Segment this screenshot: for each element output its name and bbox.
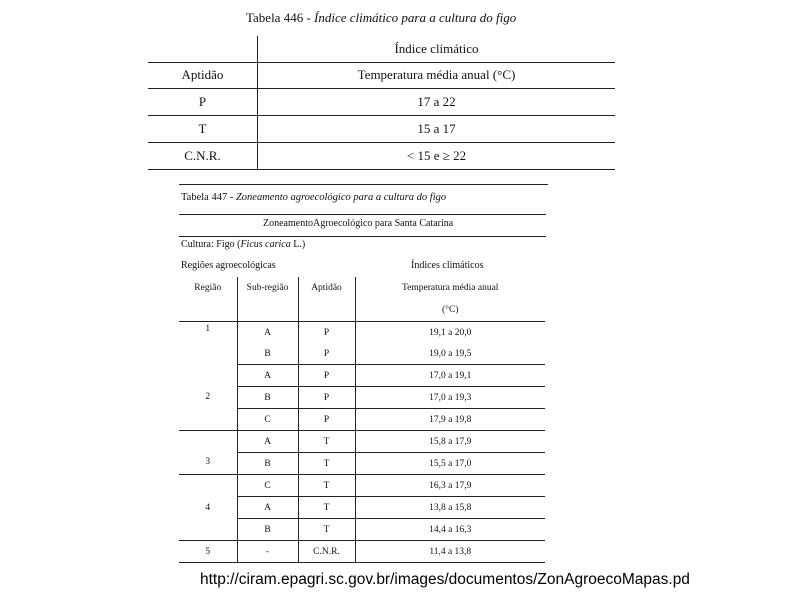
table-447-title <box>181 192 446 203</box>
cell-temp: 17,0 a 19,1 <box>355 365 545 387</box>
table-447-subtitle: ZoneamentoAgroecológico para Santa Catarina <box>263 218 454 229</box>
table-447 <box>179 277 545 563</box>
cell-subregiao: - <box>237 541 298 563</box>
table-row <box>179 431 545 453</box>
empty-cell <box>298 299 355 322</box>
cell-aptidao: C.N.R. <box>148 143 258 170</box>
cell-aptidao: T <box>298 431 355 453</box>
empty-cell <box>179 299 237 322</box>
cultura-species: Ficus carica <box>240 239 291 250</box>
table-row <box>148 89 615 116</box>
empty-cell <box>237 299 298 322</box>
divider <box>179 184 548 185</box>
cell-temp: 13,8 a 15,8 <box>355 497 545 519</box>
divider <box>179 236 546 237</box>
cell-aptidao: P <box>298 365 355 387</box>
cell-aptidao: P <box>148 89 258 116</box>
col-header-temperatura: Temperatura média anual (°C) <box>258 62 616 89</box>
cell-subregiao: B <box>237 519 298 541</box>
table-447-title-prefix: Tabela 447 - <box>181 192 236 203</box>
cell-aptidao: P <box>298 322 355 344</box>
col-header-aptidao: Aptidão <box>148 62 258 89</box>
cell-aptidao: P <box>298 343 355 365</box>
cell-temp: 17,9 a 19,8 <box>355 409 545 431</box>
cell-aptidao: P <box>298 409 355 431</box>
cultura-label <box>181 239 305 250</box>
cell-regiao: 4 <box>179 475 237 541</box>
table-447-title-italic: Zoneamento agroecológico para a cultura do figo <box>235 192 447 203</box>
table-row <box>179 365 545 387</box>
cell-regiao: 5 <box>179 541 237 563</box>
col-header-temperatura: Temperatura média anual <box>402 283 499 293</box>
group-header-indice: Índice climático <box>394 41 479 56</box>
col-header-regiao: Região <box>179 277 237 299</box>
col-header-aptidao: Aptidão <box>298 277 355 299</box>
cell-aptidao: T <box>298 519 355 541</box>
source-url[interactable]: http://ciram.epagri.sc.gov.br/images/documentos/ZonAgroecoMapas.pd <box>200 571 690 588</box>
cell-regiao: 3 <box>179 431 237 475</box>
cultura-prefix: Cultura: Figo ( <box>181 239 241 250</box>
col-header-subregiao: Sub-região <box>237 277 298 299</box>
cell-temp: 15,5 a 17,0 <box>355 453 545 475</box>
table-row <box>179 322 545 344</box>
table-446-title-prefix: Tabela 446 - <box>246 10 315 25</box>
table-row <box>148 116 615 143</box>
table-row <box>179 475 545 497</box>
cell-temp: 17,0 a 19,3 <box>355 387 545 409</box>
cell-subregiao: B <box>237 343 298 365</box>
cell-subregiao: B <box>237 453 298 475</box>
cell-aptidao: T <box>148 116 258 143</box>
cell-aptidao: P <box>298 387 355 409</box>
cell-temp: 19,0 a 19,5 <box>355 343 545 365</box>
cell-subregiao: A <box>237 431 298 453</box>
cell-aptidao: T <box>298 497 355 519</box>
cell-temp: 14,4 a 16,3 <box>355 519 545 541</box>
cell-temp: 16,3 a 17,9 <box>355 475 545 497</box>
cell-regiao: 2 <box>179 365 237 431</box>
cell-temp: 15 a 17 <box>258 116 616 143</box>
empty-cell <box>148 36 258 62</box>
cell-temp: < 15 e ≥ 22 <box>258 143 616 170</box>
cell-temp: 17 a 22 <box>258 89 616 116</box>
table-row <box>148 143 615 170</box>
cell-subregiao: B <box>237 387 298 409</box>
cell-regiao: 1 <box>179 322 237 365</box>
regioes-label: Regiões agroecológicas <box>181 260 276 271</box>
cell-aptidao: T <box>298 453 355 475</box>
cell-aptidao: T <box>298 475 355 497</box>
cultura-suffix: L.) <box>290 239 306 250</box>
cell-temp: 19,1 a 20,0 <box>429 327 472 338</box>
indices-label: Índices climáticos <box>411 260 484 271</box>
divider <box>179 214 546 215</box>
table-row <box>179 541 545 563</box>
divider <box>148 62 615 63</box>
cell-subregiao: C <box>237 409 298 431</box>
cell-subregiao: A <box>237 322 298 344</box>
table-446 <box>148 36 615 170</box>
col-header-temp-unit: (°C) <box>355 299 545 322</box>
cell-temp: 15,8 a 17,9 <box>355 431 545 453</box>
table-446-title <box>246 10 516 26</box>
cell-temp: 11,4 a 13,8 <box>355 541 545 563</box>
table-446-title-italic: Índice climático para a cultura do figo <box>314 10 517 25</box>
cell-subregiao: C <box>237 475 298 497</box>
cell-subregiao: A <box>237 497 298 519</box>
cell-subregiao: A <box>237 365 298 387</box>
cell-aptidao: C.N.R. <box>298 541 355 563</box>
